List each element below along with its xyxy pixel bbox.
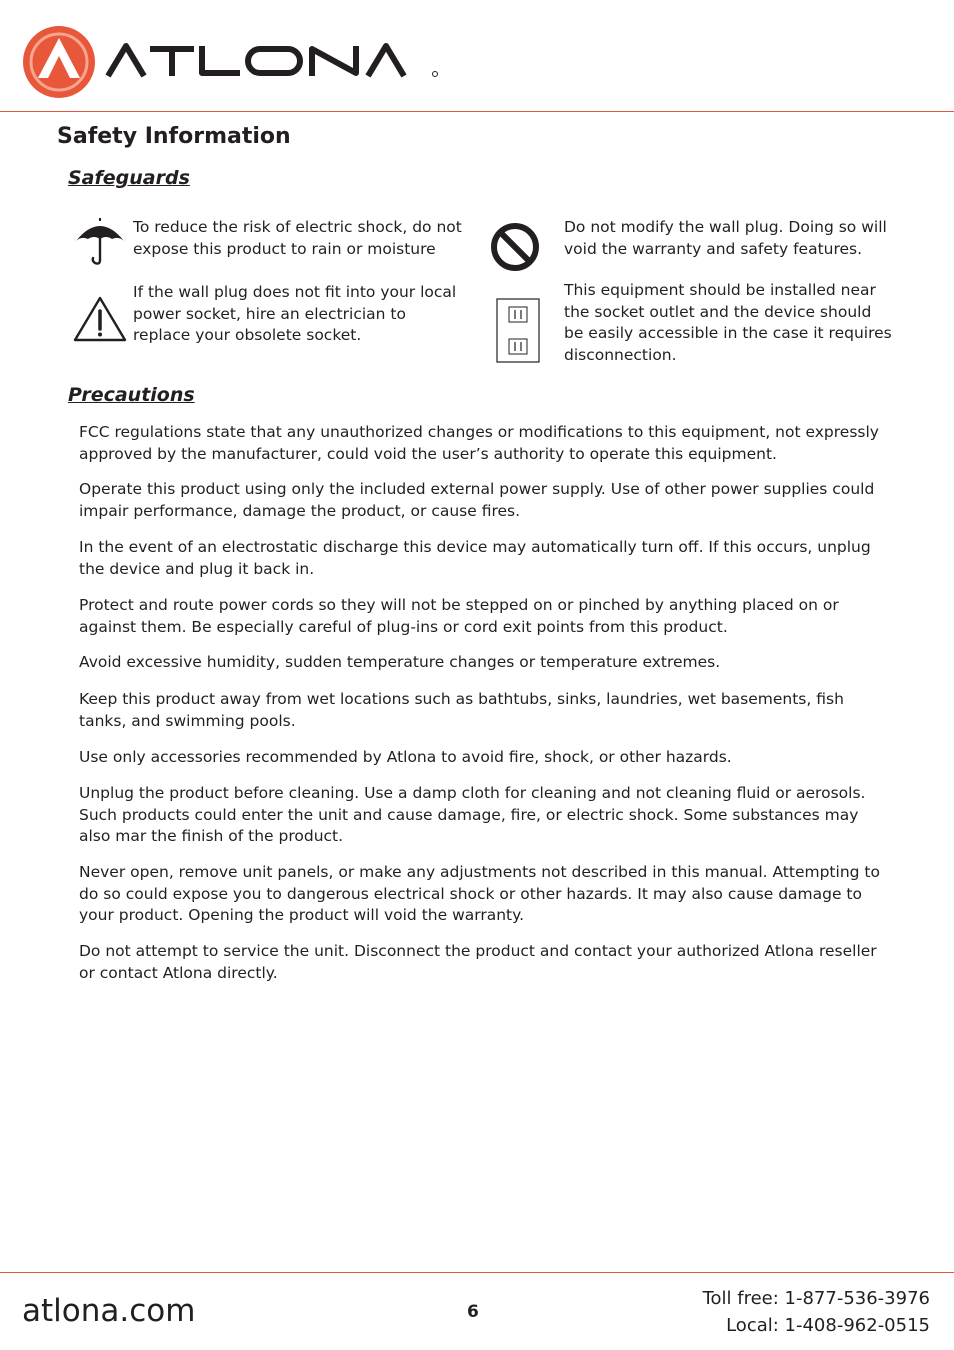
precaution-paragraph: Keep this product away from wet locations such as bathtubs, sinks, laundries, wet basements, fish tanks, and swimming pools.: [79, 690, 844, 730]
safeguard-rain-text: To reduce the risk of electric shock, do not expose this product to rain or moisture: [133, 218, 462, 258]
precaution-paragraph: Do not attempt to service the unit. Disconnect the product and contact your authorized Atlona reseller or contact Atlona directly.: [79, 942, 877, 982]
page-title: Safety Information: [57, 124, 291, 149]
warning-triangle-icon: [72, 294, 128, 344]
precaution-paragraph: Never open, remove unit panels, or make any adjustments not described in this manual. Attempting to do so could expose you to dangerous electrical shock or other hazards. It may also cause damage to your product. Opening the product will void the warranty.: [79, 863, 880, 924]
umbrella-icon: [74, 217, 126, 267]
safeguards-heading: Safeguards: [68, 167, 190, 189]
local-number: Local: 1-408-962-0515: [726, 1315, 930, 1336]
safeguard-plug-text: Do not modify the wall plug. Doing so will void the warranty and safety features.: [564, 218, 887, 258]
precautions-heading: Precautions: [68, 384, 195, 406]
precaution-paragraph: FCC regulations state that any unauthorized changes or modifications to this equipment, not expressly approved by the manufacturer, could void the user’s authority to operate this equipment.: [79, 423, 879, 463]
wall-outlet-icon: [496, 298, 542, 364]
precaution-paragraph: Unplug the product before cleaning. Use a damp cloth for cleaning and not cleaning fluid or aerosols. Such products could enter the unit and cause damage, fire, or electric shock. Some substances may also mar the finish of the product.: [79, 784, 866, 845]
precaution-paragraph: Use only accessories recommended by Atlona to avoid fire, shock, or other hazards.: [79, 748, 732, 766]
safeguard-socket-text: If the wall plug does not fit into your local power socket, hire an electrician to replace your obsolete socket.: [133, 283, 457, 344]
atlona-logo-icon: [22, 24, 452, 100]
page-number: 6: [467, 1302, 479, 1322]
precaution-paragraph: Operate this product using only the included external power supply. Use of other power supplies could impair performance, damage the product, or cause fires.: [79, 480, 875, 520]
safeguard-installation-text: This equipment should be installed near the socket outlet and the device should be easily accessible in the case it requires disconnection.: [564, 281, 892, 364]
precaution-paragraph: In the event of an electrostatic discharge this device may automatically turn off. If this occurs, unplug the device and plug it back in.: [79, 538, 871, 578]
footer-website: atlona.com: [22, 1293, 196, 1329]
precaution-paragraph: Protect and route power cords so they will not be stepped on or pinched by anything placed on or against them. Be especially careful of plug-ins or cord exit points from this product.: [79, 596, 839, 636]
header-divider: [0, 111, 954, 112]
precaution-paragraph: Avoid excessive humidity, sudden temperature changes or temperature extremes.: [79, 653, 721, 671]
prohibited-icon: [488, 220, 542, 274]
footer-divider: [0, 1272, 954, 1273]
toll-free-number: Toll free: 1-877-536-3976: [702, 1288, 930, 1309]
